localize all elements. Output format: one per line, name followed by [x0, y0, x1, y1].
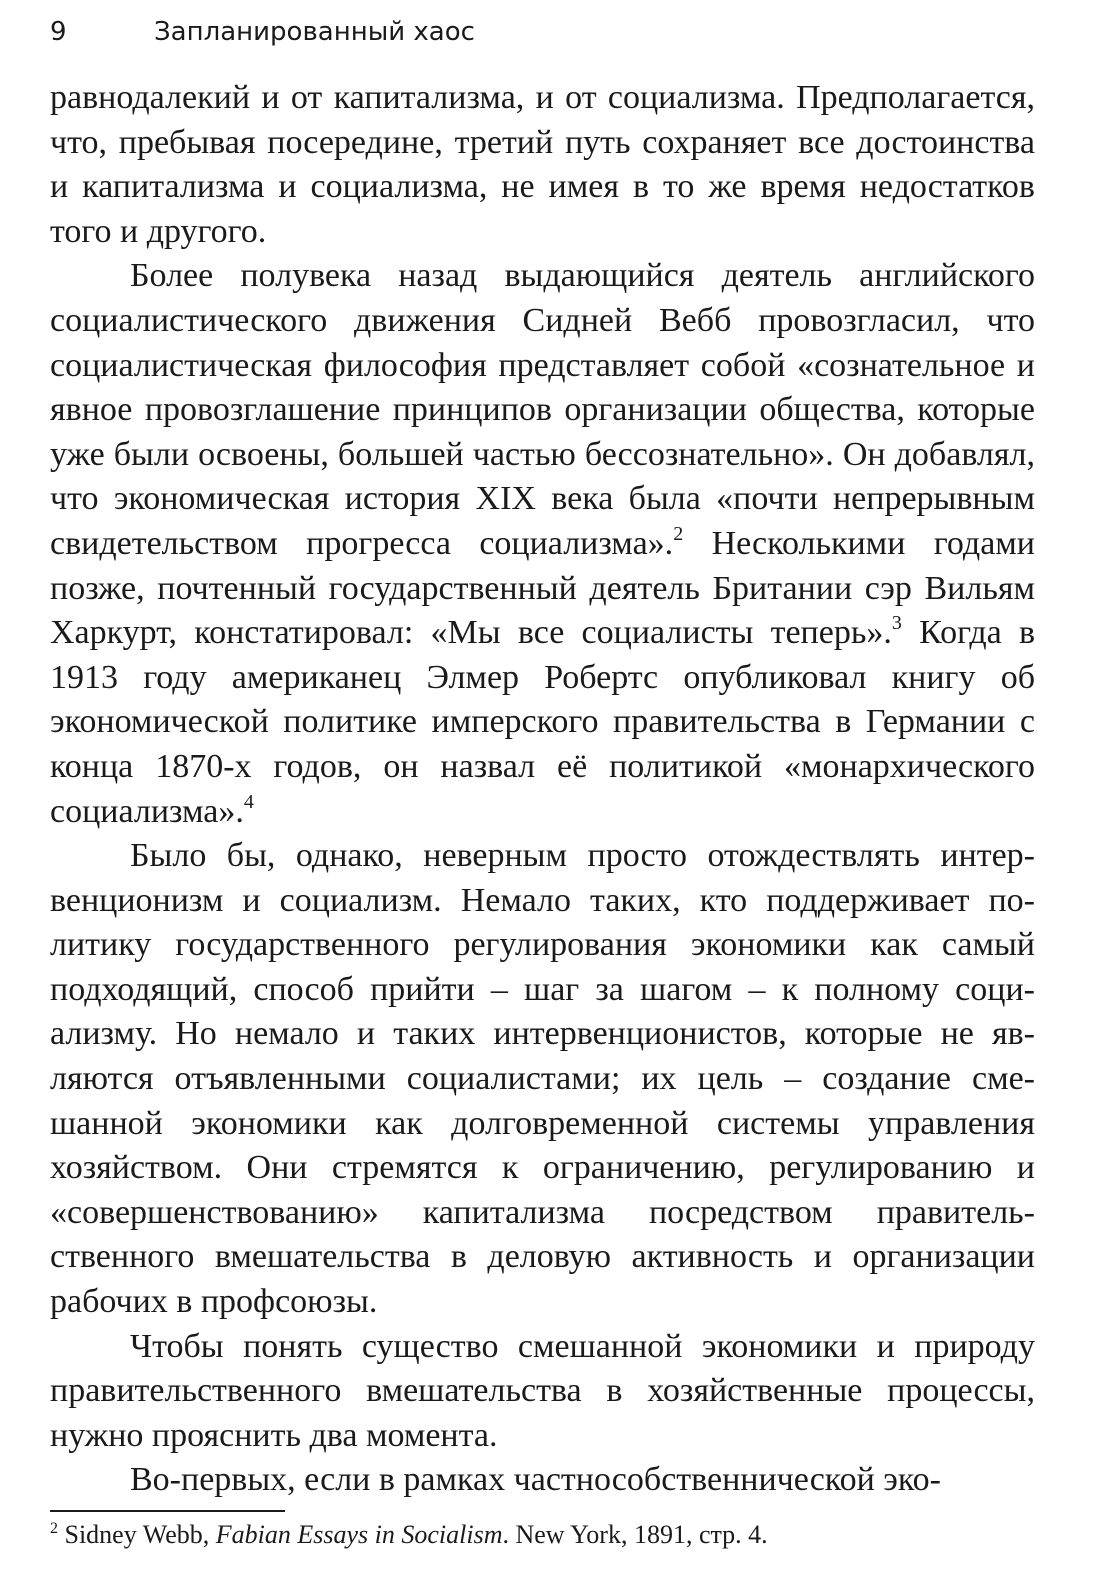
footnote-ref-3[interactable]: 3 [891, 612, 902, 635]
footnote-2 [50, 1518, 1035, 1552]
footnote-ref-2[interactable]: 2 [673, 522, 684, 545]
footnote-ref-4[interactable]: 4 [243, 790, 254, 813]
paragraph-2 [50, 254, 1035, 834]
footnote-author: Sidney Webb, [58, 1520, 216, 1549]
footnote-publication: . New York, 1891, стр. 4. [502, 1520, 768, 1549]
paragraph-1: равнодалекий и от капитализма, и от социализма. Предполагается, что, пребывая посередине, третий путь сохраняет все достоинства и капитализма и социализма, не имея в то же время недостатков того и другого. [50, 79, 1035, 250]
footnote-divider [50, 1510, 285, 1512]
body-text [50, 76, 1035, 1503]
page-number: 9 [50, 17, 67, 47]
paragraph-4: Чтобы понять существо смешанной экономики и природу правительственного вмешательства в хозяйственные процессы, нужно прояснить два момента. [50, 1327, 1035, 1454]
footnote-marker: 2 [50, 1520, 58, 1537]
paragraph-2-part-b: Несколькими годами позже, почтенный государственный деятель Британии сэр Вильям Харкурт, констатировал: «Мы все социалисты теперь». [50, 524, 1035, 652]
paragraph-5: Во-первых, если в рамках частнособственнической эко- [130, 1461, 942, 1499]
paragraph-2-part-a: Более полувека назад выдающийся деятель английского социалистического движения Сидней Вебб провозгласил, что социалистическая философия представляет собой «сознательное и явное провозглашение принципов организации общества, которые уже были освоены, большей частью бессознательно». Он добавлял, что экономическая история XIX века была «почти непрерывным свидетельством прогресса социализма». [50, 257, 1035, 562]
paragraph-3: Было бы, однако, неверным просто отождествлять интервенционизм и социализм. Немало таких, кто поддерживает политику государственного регулирования экономики как самый подходящий, способ прийти – шаг за шагом – к полному социализму. Но немало и таких интервенционистов, которые не являются отъявленными социалистами; их цель – создание смешанной экономики как долговременной системы управления хозяйством. Они стремятся к ограничению, регулированию и «совершенствованию» капитализма посредством правительственного вмешательства в деловую активность и организации рабочих в профсоюзы. [50, 837, 1035, 1321]
running-header [50, 8, 1040, 56]
footnote-book-title: Fabian Essays in Socialism [215, 1520, 503, 1549]
paragraph-2-part-c: Когда в 1913 году американец Элмер Робертс опубликовал книгу об экономической политике имперского правительства в Германии с конца 1870-х годов, он назвал её политикой «монархического социализма». [50, 614, 1035, 830]
running-title: Запланированный хаос [154, 17, 475, 47]
